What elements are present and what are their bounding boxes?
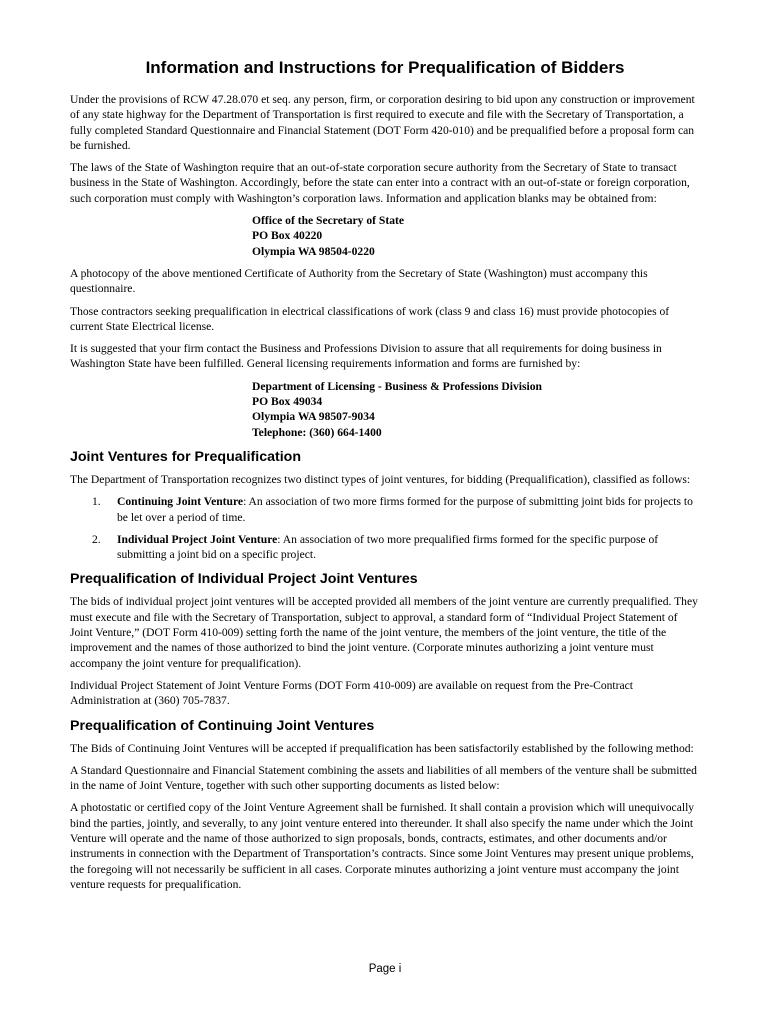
continuing-paragraph-3: A photostatic or certified copy of the Joint Venture Agreement shall be furnished. It shall contain a provision which will unequivocally bind the parties, jointly, and severally, to any joint venture entered into thereunder. It shall also specify the name under which the Joint Venture will operate and the name of those authorized to sign proposals, bonds, contracts, estimates, and other documents and/or instruments in connection with the Department of Transportation’s contracts. Since some Joint Ventures may present unique problems, the foregoing will not necessarily be sufficient in all cases. Corporate minutes authorizing a joint venture must accompany the joint venture requests for prequalification. — [70, 801, 695, 891]
list-text: : An association of two more firms formed for the purpose of submitting joint bids for projects to be let over a period of time. — [117, 495, 693, 524]
individual-project-paragraph-1: The bids of individual project joint ventures will be accepted provided all members of the joint venture are currently prequalified. They must execute and file with the Secretary of Transportation, subject to approval, a standard form of “Individual Project Statement of Joint Venture,” (DOT Form 410-009) setting forth the name of the joint venture, the members of the joint venture, the title of the improvement and the names of those authorized to bind the joint venture. (Corporate minutes authorizing a joint venture must accompany the joint venture for prequalification). — [70, 595, 698, 670]
individual-project-paragraph-2: Individual Project Statement of Joint Venture Forms (DOT Form 410-009) are available on request from the Pre-Contract Administration at (360) 705-7837. — [70, 678, 634, 708]
address-line: PO Box 40220 — [252, 229, 323, 243]
individual-project-heading: Prequalification of Individual Project Joint Ventures — [70, 571, 418, 588]
address-line: Telephone: (360) 664-1400 — [252, 425, 382, 439]
joint-ventures-paragraph: The Department of Transportation recognizes two distinct types of joint ventures, for bidding (Prequalification), classified as follows: — [70, 472, 691, 486]
secretary-of-state-address — [252, 213, 702, 259]
list-number: 1. — [92, 495, 101, 509]
address-line: Office of the Secretary of State — [252, 214, 405, 228]
joint-ventures-heading: Joint Ventures for Prequalification — [70, 448, 301, 465]
continuing-paragraph-1: The Bids of Continuing Joint Ventures will be accepted if prequalification has been satisfactorily established by the following method: — [70, 741, 694, 755]
licensing-paragraph: It is suggested that your firm contact the Business and Professions Division to assure that all requirements for doing business in Washington State have been fulfilled. General licensing requirements information and forms are furnished by: — [70, 342, 662, 371]
list-term: Individual Project Joint Venture — [117, 532, 278, 546]
address-line: Department of Licensing - Business & Professions Division — [252, 379, 542, 393]
certificate-paragraph: A photocopy of the above mentioned Certificate of Authority from the Secretary of State (Washington) must accompany this questionnaire. — [70, 266, 648, 296]
licensing-address — [252, 379, 702, 440]
intro-paragraph-2: The laws of the State of Washington require that an out-of-state corporation secure authority from the Secretary of State to transact business in the State of Washington. Accordingly, before the state can enter into a contract with an out-of-state or foreign corporation, such corporation must comply with Washington’s corporation laws. Information and application blanks may be obtained from: — [70, 161, 690, 205]
address-line: PO Box 49034 — [252, 395, 323, 409]
list-item — [70, 532, 702, 563]
document-body — [70, 92, 702, 899]
continuing-paragraph-2: A Standard Questionnaire and Financial Statement combining the assets and liabilities of all members of the venture shall be submitted in the name of Joint Venture, together with such other supporting documents as listed below: — [70, 763, 697, 793]
list-item — [70, 494, 702, 525]
address-line: Olympia WA 98504-0220 — [252, 244, 375, 258]
intro-paragraph-1: Under the provisions of RCW 47.28.070 et seq. any person, firm, or corporation desiring to bid upon any construction or improvement of any state highway for the Department of Transportation is first required to execute and file with the Secretary of Transportation, a fully completed Standard Questionnaire and Financial Statement (DOT Form 420-010) and be prequalified before a proposal form can be furnished. — [70, 93, 695, 152]
list-number: 2. — [92, 532, 101, 546]
address-line: Olympia WA 98507-9034 — [252, 410, 375, 424]
joint-venture-types-list — [70, 494, 702, 562]
continuing-joint-ventures-heading: Prequalification of Continuing Joint Ventures — [70, 717, 375, 734]
list-text: : An association of two more prequalified firms formed for the specific purpose of submitting a joint bid on a specific project. — [117, 532, 659, 562]
page-title: Information and Instructions for Prequalification of Bidders — [145, 58, 625, 77]
page-number: Page i — [368, 963, 402, 975]
electrical-paragraph: Those contractors seeking prequalification in electrical classifications of work (class 9 and class 16) must provide photocopies of current State Electrical license. — [70, 304, 670, 333]
list-term: Continuing Joint Venture — [117, 495, 244, 509]
